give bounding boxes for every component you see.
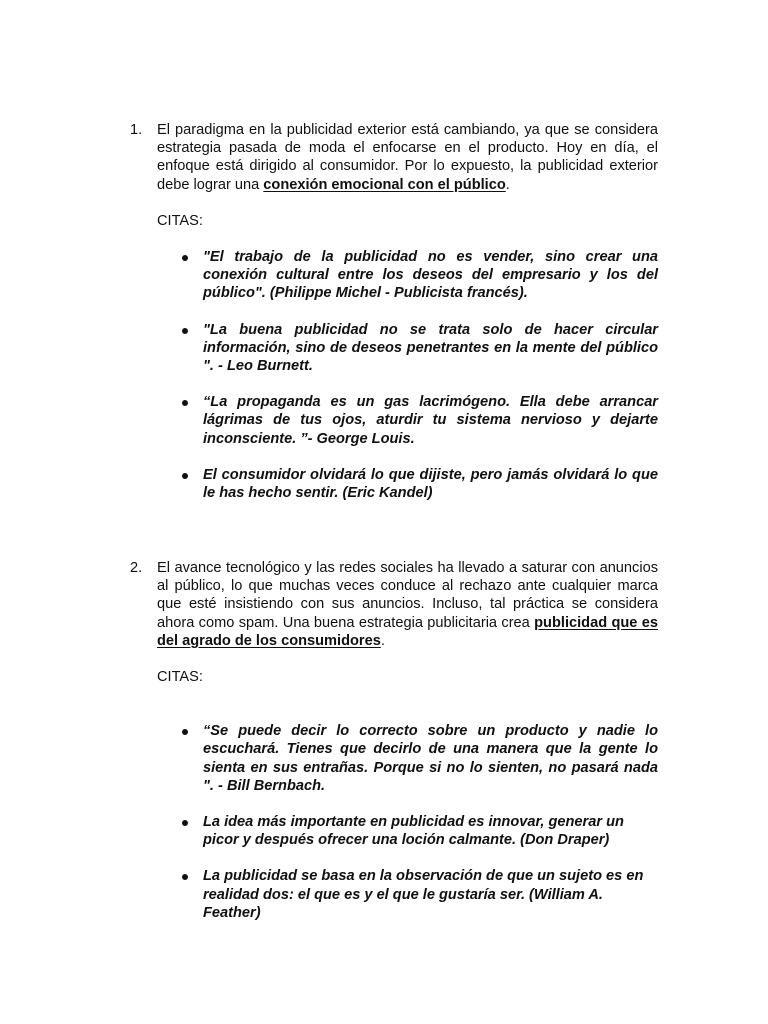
quote-text: "El trabajo de la publicidad no es vender, sino crear una conexión cultural entre los deseos del empresario y los del público". (Philippe Michel - Publicista francés). [203, 249, 658, 302]
item-number: 2. [130, 560, 143, 576]
quote-text: La publicidad se basa en la observación de que un sujeto es en realidad dos: el que es y el que le gustaría ser. (William A. Feather) [203, 868, 644, 921]
list-item-2 [130, 559, 658, 922]
quote-text: El consumidor olvidará lo que dijiste, pero jamás olvidará lo que le has hecho sentir. (Eric Kandel) [203, 466, 658, 502]
citas-label: CITAS: [157, 669, 203, 686]
paragraph-text: El paradigma en la publicidad exterior está cambiando, ya que se considera estrategia pasada de moda el enfocarse en el producto. Hoy en día, el enfoque está dirigido al consumidor. Por lo expuesto, la publicidad exterior debe lograr una [157, 122, 658, 193]
quote-item [203, 813, 658, 849]
quote-text: "La buena publicidad no se trata solo de hacer circular información, sino de deseos penetrantes en la mente del público ". - Leo Burnett. [203, 321, 658, 375]
item-paragraph [157, 121, 658, 194]
bullet-icon [182, 874, 188, 880]
quote-item [203, 722, 658, 795]
quote-text: “Se puede decir lo correcto sobre un producto y nadie lo escuchará. Tienes que decirlo de una manera que la gente lo sienta en sus entrañas. Porque si no lo sienten, no pasará nada ". - Bill Bernbach. [203, 723, 658, 794]
paragraph-end: . [505, 176, 510, 193]
list-item-1 [130, 121, 658, 502]
quote-list [130, 722, 658, 922]
quote-list [130, 248, 658, 502]
bullet-icon [182, 400, 188, 406]
bullet-icon [182, 328, 188, 334]
quote-item [203, 466, 658, 502]
paragraph-text: El avance tecnológico y las redes sociales ha llevado a saturar con anuncios al público, lo que muchas veces conduce al rechazo ante cualquier marca que esté insistiendo con sus anuncios. Incluso, tal práctica se considera ahora como spam. Una buena estrategia publicitaria crea [157, 560, 658, 631]
bullet-icon [182, 473, 188, 479]
bullet-icon [182, 820, 188, 826]
bullet-icon [182, 729, 188, 735]
quote-text: La idea más importante en publicidad es innovar, generar un picor y después ofrecer una loción calmante. (Don Draper) [203, 814, 624, 849]
paragraph-end: . [380, 632, 385, 649]
citas-label: CITAS: [157, 212, 203, 229]
bullet-icon [182, 255, 188, 261]
quote-item [203, 321, 658, 376]
quote-text: “La propaganda es un gas lacrimógeno. Ella debe arrancar lágrimas de tus ojos, aturdir tu sistema nervioso y dejarte inconsciente. ”- George Louis. [203, 394, 658, 447]
emphasis-underlined: publicidad que es del agrado de los consumidores [157, 614, 658, 649]
quote-item [203, 867, 658, 922]
item-paragraph [157, 559, 658, 650]
emphasis-underlined: conexión emocional con el público [263, 176, 506, 193]
item-number: 1. [130, 122, 143, 138]
quote-item [203, 393, 658, 448]
quote-item [203, 248, 658, 303]
